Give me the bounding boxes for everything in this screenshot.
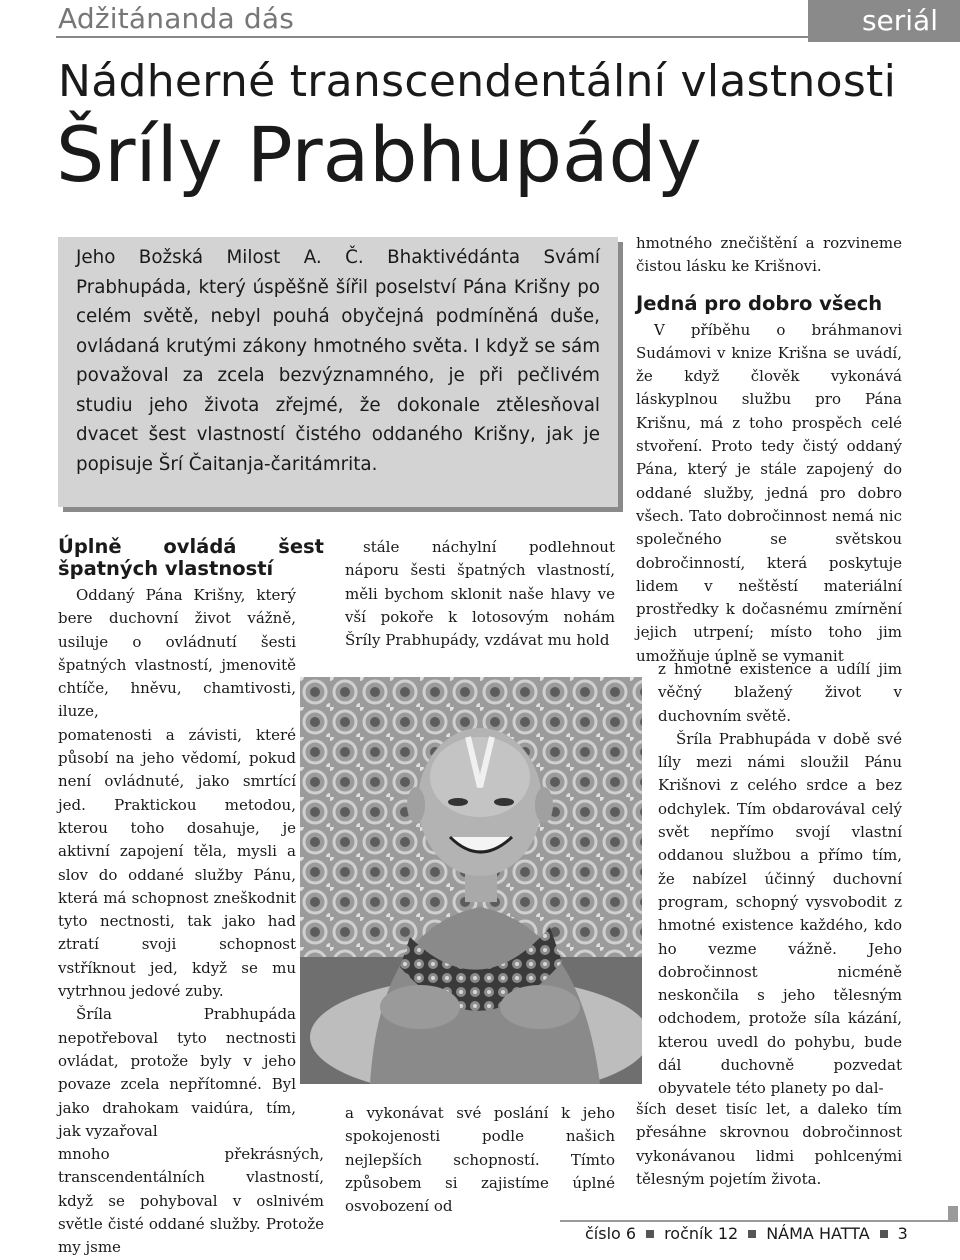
col2-paragraph-top: [345, 536, 615, 652]
footer-separator: [748, 1230, 756, 1238]
page-number: 3: [897, 1224, 908, 1243]
lead-box: [58, 237, 618, 507]
col1-paragraph-2-b: mnoho překrásných, transcendentálních vlastností, když se pohyboval v oslnivém světle čisté oddané služby. Protože my jsme: [58, 1145, 324, 1257]
section-tag: seriál: [808, 0, 960, 42]
subheading-good-for-all: Jedná pro dobro všech: [636, 291, 883, 315]
col1-paragraph-2-a: Šríla Prabhupáda nepotřeboval tyto nectnosti ovládat, protože byly v jeho povaze zcela nepřítomné. Byl jako drahokam vaidúra, tím, jak vyzařoval: [58, 1005, 296, 1140]
col3-paragraph-1-a: V příběhu o bráhmanovi Sudámovi v knize Krišna se uvádí, že když člověk vykonává láskyplnou službu pro Pána Krišnu, má z toho prospěch celé stvoření. Proto tedy čistý oddaný Pána, který je stále zapojený do oddané služby, jedná pro dobro všech. Tato dobročinnost nemá nic společného se světskou dobročinností, která poskytuje lidem v neštěstí materiální prostředky k dočasnému zmírnění jejich utrpení; místo toho jim umožňuje úplně se vymanit: [636, 320, 902, 665]
author-name: Adžitánanda dás: [58, 2, 295, 35]
footer-corner-mark: [948, 1206, 958, 1222]
column-3-bottom: [636, 1098, 902, 1191]
footer-issue: číslo 6: [585, 1224, 637, 1243]
column-1: [58, 536, 324, 1260]
col2-paragraph-bottom: [345, 1102, 615, 1218]
col1-paragraph-1-b: pomatenosti a závisti, které působí na jeho vědomí, pokud není ovládnuté, jako smrtící jed. Praktickou metodou, kterou toho dosahuje, je aktivní zapojení těla, mysli a slov do oddané služby Pánu, která má schopnost zneškodnit tyto nectnosti, tak jako had ztratí svoji schopnost vstříknout jed, když se mu vytrhnou jedové zuby.: [58, 725, 296, 1001]
page-footer: [585, 1222, 908, 1246]
subheading-six-bad-qualities: Úplně ovládá šest špatných vlastností: [58, 535, 324, 580]
footer-year: ročník 12: [664, 1224, 739, 1243]
portrait-photo: [300, 677, 642, 1084]
col3-paragraph-2-a: Šríla Prabhupáda v době své líly mezi námi sloužil Pánu Krišnovi z celého srdce a bez odchylek. Tím obdarovával celý svět nepřímo svojí vlastní oddanou službou a přímo tím, že nabízel účinný duchovní program, schopný vysvobodit z hmotné existence každého, kdo ho vezme vážně. Jeho dobročinnost nicméně neskončila s jeho tělesným odchodem, protože síla kázání, kterou uvedl do pohybu, bude dál duchovně pozvedat obyvatele této planety po dal-: [658, 729, 902, 1098]
footer-magazine: NÁMA HATTA: [766, 1224, 870, 1243]
col3-paragraph-1-b: z hmotné existence a udílí jim věčný blažený život v duchovním světě.: [658, 660, 902, 725]
portrait-photo-graphic: [300, 677, 642, 1084]
article-title-line-1: Nádherné transcendentální vlastnosti: [58, 56, 897, 107]
col3-intro: hmotného znečištění a rozvineme čistou lásku ke Krišnovi.: [636, 234, 902, 276]
footer-separator: [880, 1230, 888, 1238]
lead-paragraph: Jeho Božská Milost A. Č. Bhaktivédánta Svámí Prabhupáda, který úspěšně šířil poselství Pána Krišny po celém světě, nebyl pouhá obyčejná podmíněná duše, ovládaná krutými zákony hmotného světa. I když se sám považoval za zcela bezvýznamného, je při pečlivém studiu jeho života zřejmé, že dokonale ztělesňoval dvacet šest vlastností čistého oddaného Krišny, jak je popisuje Šrí Čaitanja-čaritámrita.: [76, 247, 600, 475]
column-3-top: [636, 232, 902, 668]
col3-paragraph-2-b: ších deset tisíc let, a daleko tím přesáhne skrovnou dobročinnost vykonávanou lidmi pohlcenými tělesným pojetím života.: [636, 1100, 902, 1188]
column-3-wrap: [658, 658, 902, 1101]
header-rule: [56, 36, 808, 38]
col1-paragraph-1-a: Oddaný Pána Krišny, který bere duchovní život vážně, usiluje o ovládnutí šesti špatných vlastností, jmenovitě chtíče, hněvu, chamtivosti, iluze,: [58, 586, 296, 721]
col2-text-top: stále náchylní podlehnout náporu šesti špatných vlastností, měli bychom sklonit naše hlavy ve vší pokoře k lotosovým nohám Šríly Prabhupády, vzdávat mu hold: [345, 538, 615, 650]
col2-text-bottom: a vykonávat své poslání k jeho spokojenosti podle našich nejlepších schopností. Tímto způsobem si zajistíme úplné osvobození od: [345, 1104, 615, 1216]
article-title-line-2: Šríly Prabhupády: [56, 110, 702, 199]
footer-separator: [646, 1230, 654, 1238]
